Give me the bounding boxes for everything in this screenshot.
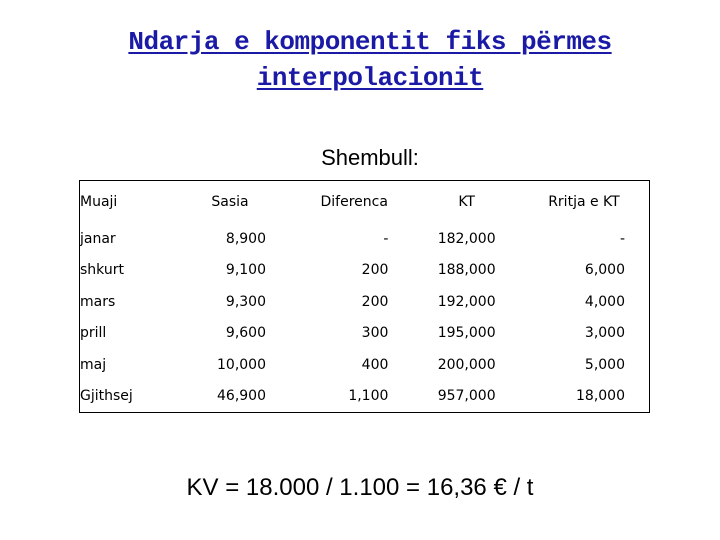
table-row xyxy=(80,318,650,350)
cost-table xyxy=(79,180,650,413)
cell-month: prill xyxy=(80,325,107,342)
cell-cost-increase: 4,000 xyxy=(584,293,625,310)
cell-total-cost: 957,000 xyxy=(437,388,496,405)
table-total-row xyxy=(80,381,650,413)
cell-quantity: 9,300 xyxy=(225,293,266,310)
table-row xyxy=(80,286,650,318)
table-header-row xyxy=(80,181,650,224)
cell-difference: - xyxy=(383,230,389,247)
cell-total-cost: 192,000 xyxy=(437,293,496,310)
cell-difference: 200 xyxy=(361,262,389,279)
page-title xyxy=(60,24,680,96)
cell-total-cost: 195,000 xyxy=(437,325,496,342)
cell-cost-increase: 18,000 xyxy=(576,388,625,405)
cell-cost-increase: - xyxy=(619,230,625,247)
cell-difference: 1,100 xyxy=(348,388,389,405)
cell-difference: 200 xyxy=(361,293,389,310)
cell-quantity: 8,900 xyxy=(225,230,266,247)
cell-cost-increase: 3,000 xyxy=(584,325,625,342)
cell-total-cost: 200,000 xyxy=(437,356,496,373)
header-quantity: Sasia xyxy=(211,194,249,210)
cell-difference: 400 xyxy=(361,356,389,373)
cell-quantity: 46,900 xyxy=(217,388,266,405)
cell-month: janar xyxy=(80,230,116,247)
header-total-cost: KT xyxy=(458,194,475,210)
cell-cost-increase: 6,000 xyxy=(584,262,625,279)
cell-total-cost: 182,000 xyxy=(437,230,496,247)
table-row xyxy=(80,223,650,255)
cell-month: Gjithsej xyxy=(80,388,133,405)
cell-quantity: 10,000 xyxy=(217,356,266,373)
cell-month: shkurt xyxy=(80,262,124,279)
header-cost-increase: Rritja e KT xyxy=(548,194,620,210)
table-row xyxy=(80,255,650,287)
title-line-2: interpolacionit xyxy=(256,63,484,93)
variable-cost-formula: KV = 18.000 / 1.100 = 16,36 € / t xyxy=(186,474,534,501)
title-line-1: Ndarja e komponentit fiks përmes xyxy=(128,27,612,57)
cell-total-cost: 188,000 xyxy=(437,262,496,279)
example-label: Shembull: xyxy=(321,145,419,170)
table-row xyxy=(80,349,650,381)
cell-month: maj xyxy=(80,356,107,373)
cell-quantity: 9,100 xyxy=(225,262,266,279)
cell-quantity: 9,600 xyxy=(225,325,266,342)
cell-month: mars xyxy=(80,293,116,310)
header-month: Muaji xyxy=(80,194,118,210)
cell-cost-increase: 5,000 xyxy=(584,356,625,373)
header-difference: Diferenca xyxy=(320,194,388,210)
cell-difference: 300 xyxy=(361,325,389,342)
